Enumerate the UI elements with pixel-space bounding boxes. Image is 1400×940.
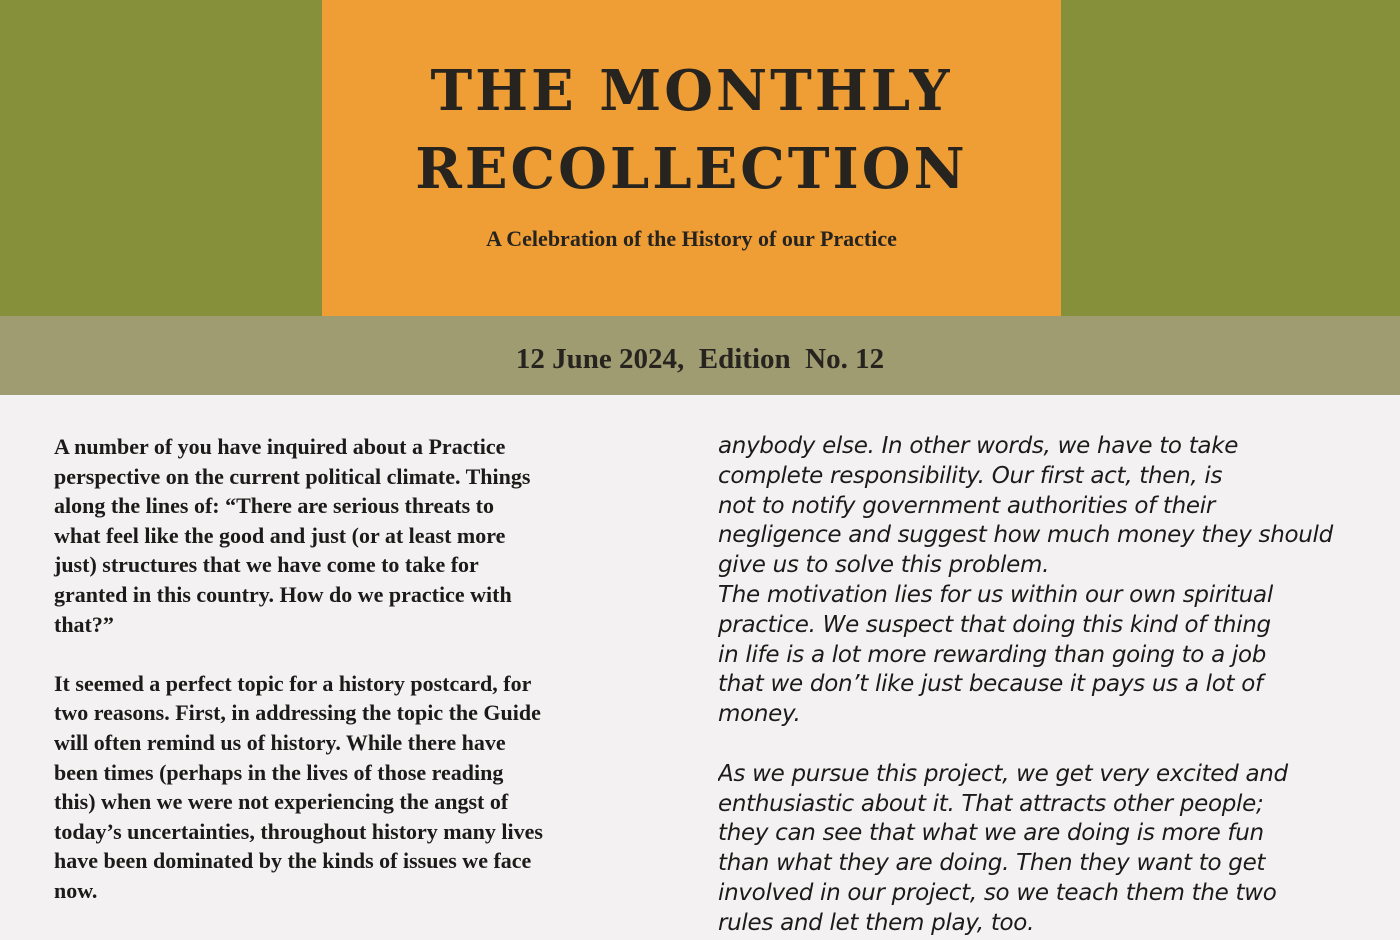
edition-line: [516, 342, 884, 376]
masthead-title-box: [322, 0, 1061, 316]
edition-label: Edition: [698, 343, 791, 375]
left-paragraph-1: A number of you have inquired about a Practice perspective on the current political climate. Things along the lines of: “There are serious threats to what feel like the good and just (or at least more just) structures that we have come to take for granted in this country. How do we practice with that?”: [54, 434, 531, 637]
newsletter-subtitle: A Celebration of the History of our Practice: [486, 226, 897, 251]
right-paragraph-2: The motivation lies for us within our own spiritual practice. We suspect that doing this kind of thing in life is a lot more rewarding than going to a job that we don’t like just because it pays us a lot of money.: [718, 581, 1273, 728]
edition-number: No. 12: [805, 343, 885, 375]
newsletter-title: [322, 52, 1061, 208]
right-paragraph-1: anybody else. In other words, we have to take complete responsibility. Our first act, then, is not to notify government authorities of their negligence and suggest how much money they should give us to solve this problem.: [718, 433, 1333, 579]
title-line-1: THE MONTHLY: [430, 58, 953, 124]
left-column: [54, 432, 684, 935]
right-paragraph-3: As we pursue this project, we get very excited and enthusiastic about it. That attracts other people; they can see that what we are doing is more fun than what they are doing. Then they want to get involved in our project, so we teach them the two rules and let them play, too.: [718, 760, 1288, 936]
edition-date: 12 June 2024,: [515, 343, 685, 375]
right-column: [718, 432, 1378, 940]
left-paragraph-2: It seemed a perfect topic for a history postcard, for two reasons. First, in addressing the topic the Guide will often remind us of history. While there have been times (perhaps in the lives of those reading this) when we were not experiencing the angst of today’s uncertainties, throughout history many lives have been dominated by the kinds of issues we face now.: [54, 670, 543, 903]
title-line-2: RECOLLECTION: [415, 136, 968, 202]
edition-band: [0, 316, 1400, 395]
